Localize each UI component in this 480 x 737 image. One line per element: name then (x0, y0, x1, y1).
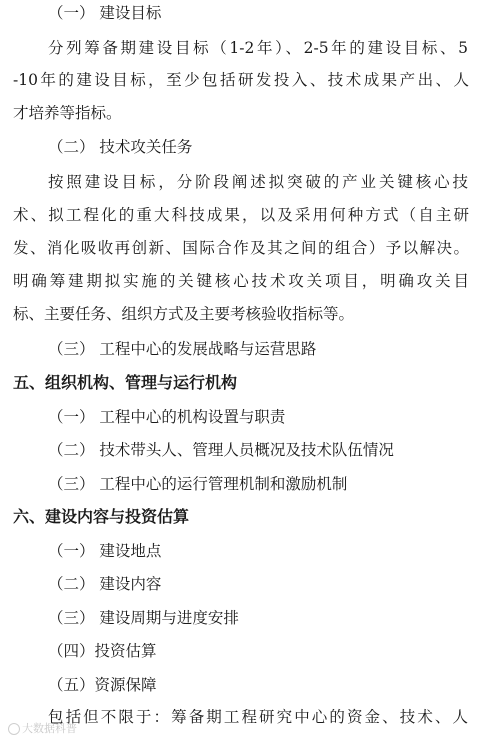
chapter-title-organization: 五、组织机构、管理与运行机构 (13, 373, 238, 392)
subsection-item: （四）投资估算 (48, 642, 157, 660)
paragraph-line: -10年的建设目标，至少包括研发投入、技术成果产出、人 (13, 71, 469, 89)
subsection-item: （三） 建设周期与进度安排 (48, 609, 239, 627)
watermark-logo-icon (8, 723, 20, 735)
subsection-item: （一） 工程中心的机构设置与职责 (48, 408, 286, 426)
subsection-item: （二） 技术带头人、管理人员概况及技术队伍情况 (48, 441, 394, 459)
subsection-item: （三） 工程中心的运行管理机制和激励机制 (48, 475, 348, 493)
section-heading-tasks: （二） 技术攻关任务 (48, 138, 193, 156)
paragraph-line: 包括但不限于：筹备期工程研究中心的资金、技术、人 (48, 708, 468, 726)
subsection-item: （二） 建设内容 (48, 575, 162, 593)
section-heading-strategy: （三） 工程中心的发展战略与运营思路 (48, 340, 317, 358)
paragraph-line: 明确筹建期拟实施的关键核心技术攻关项目，明确攻关目 (13, 272, 469, 290)
paragraph-line: 标、主要任务、组织方式及主要考核验收指标等。 (13, 305, 355, 323)
paragraph-line: 按照建设目标，分阶段阐述拟突破的产业关键核心技 (48, 173, 468, 191)
watermark-text: 大数据科普 (22, 722, 77, 735)
paragraph-line: 分列筹备期建设目标（1-2年）、2-5年的建设目标、5 (48, 39, 468, 57)
subsection-item: （五）资源保障 (48, 676, 157, 694)
subsection-item: （一） 建设地点 (48, 542, 162, 560)
paragraph-line: 发、消化吸收再创新、国际合作及其之间的组合）予以解决。 (13, 239, 469, 257)
section-heading-goals: （一） 建设目标 (48, 4, 162, 22)
chapter-title-investment: 六、建设内容与投资估算 (13, 507, 190, 526)
paragraph-line: 才培养等指标。 (13, 104, 122, 122)
paragraph-line: 术、拟工程化的重大科技成果，以及采用何种方式（自主研 (13, 206, 469, 224)
watermark (8, 720, 77, 736)
